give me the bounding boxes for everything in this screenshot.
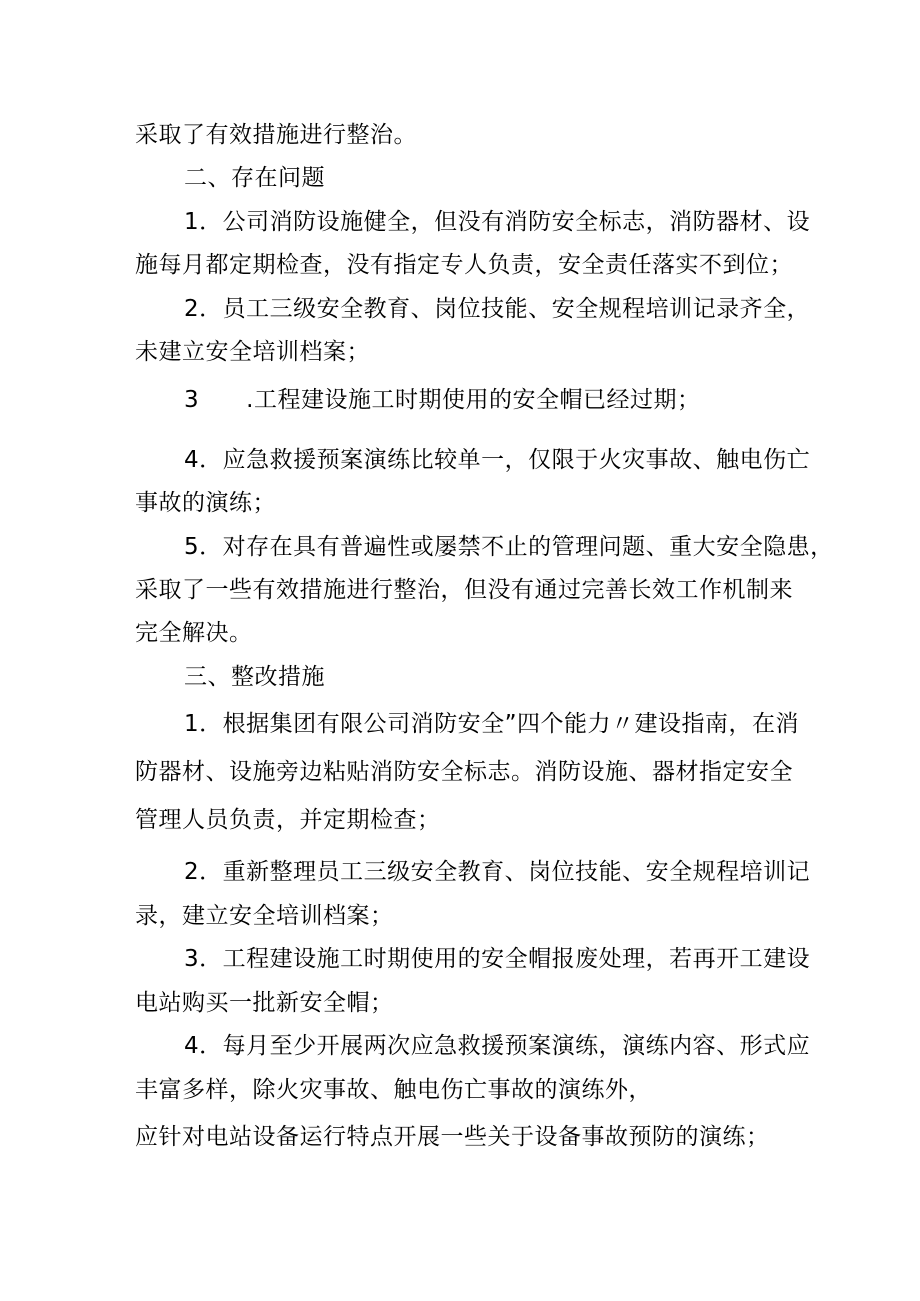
measure-1-line-3: 管理人员负责，并定期检查；: [135, 807, 441, 833]
section-heading-measures: 三、整改措施: [184, 664, 325, 690]
problem-1-line-1: 1．公司消防设施健全，但没有消防安全标志，消防器材、设: [184, 209, 811, 235]
measure-3-line-2: 电站购买一批新安全帽；: [135, 990, 394, 1016]
measure-4-line-2: 丰富多样，除火灾事故、触电伤亡事故的演练外，: [135, 1077, 652, 1103]
problem-5-line-3: 完全解决。: [135, 620, 253, 646]
problem-5-line-1: 5．对存在具有普遍性或屡禁不止的管理问题、重大安全隐患，: [184, 534, 834, 560]
problem-4-line-1: 4．应急救援预案演练比较单一，仅限于火灾事故、触电伤亡: [184, 447, 811, 473]
measure-4-line-3: 应针对电站设备运行特点开展一些关于设备事故预防的演练；: [135, 1124, 770, 1150]
problem-1-line-2: 施每月都定期检查，没有指定专人负责，安全责任落实不到位；: [135, 252, 793, 278]
problem-4-line-2: 事故的演练；: [135, 490, 276, 516]
measure-2-line-1: 2．重新整理员工三级安全教育、岗位技能、安全规程培训记: [184, 859, 811, 885]
measure-4-line-1: 4．每月至少开展两次应急救援预案演练，演练内容、形式应: [184, 1033, 811, 1059]
measure-1-line-2: 防器材、设施旁边粘贴消防安全标志。消防设施、器材指定安全: [135, 759, 793, 785]
problem-2-line-1: 2．员工三级安全教育、岗位技能、安全规程培训记录齐全，: [184, 296, 811, 322]
section-heading-problems: 二、存在问题: [184, 165, 325, 191]
intro-line: 采取了有效措施进行整治。: [135, 122, 417, 148]
measure-3-line-1: 3．工程建设施工时期使用的安全帽报废处理，若再开工建设: [184, 946, 811, 972]
measure-2-line-2: 录，建立安全培训档案；: [135, 903, 394, 929]
problem-2-line-2: 未建立安全培训档案；: [135, 339, 370, 365]
problem-5-line-2: 采取了一些有效措施进行整治，但没有通过完善长效工作机制来: [135, 577, 793, 603]
problem-3-line-1: 3 .工程建设施工时期使用的安全帽已经过期；: [184, 387, 701, 413]
measure-1-line-1: 1．根据集团有限公司消防安全”四个能力〃建设指南，在消: [184, 711, 800, 737]
